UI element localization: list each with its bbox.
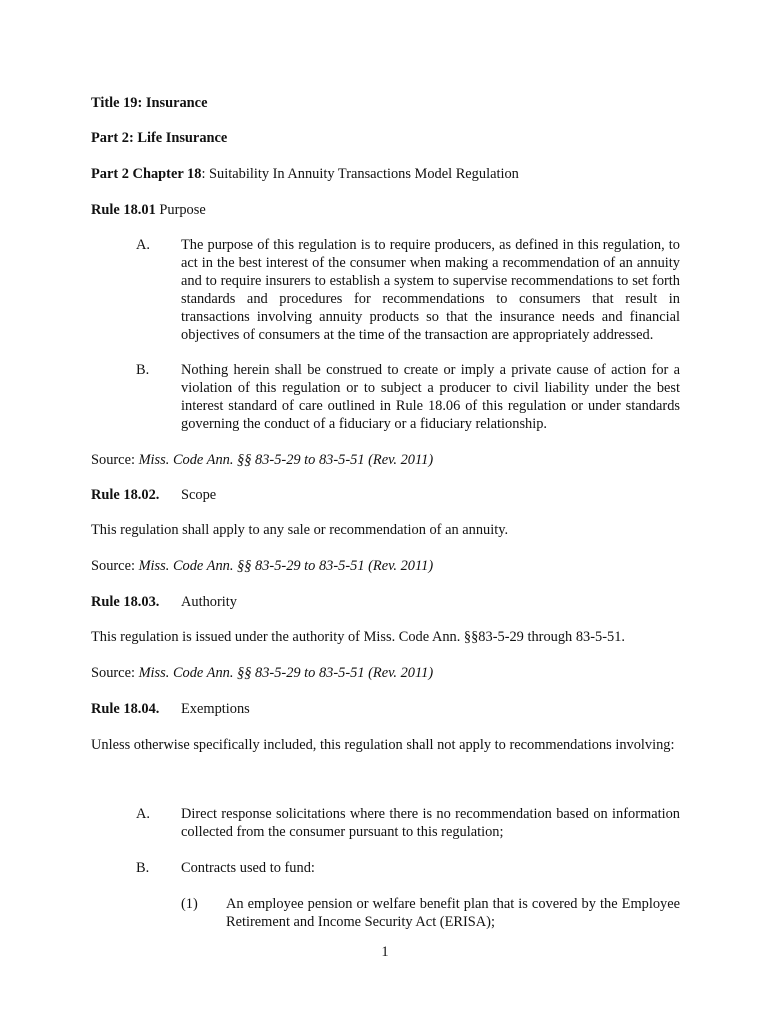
rule-1804-sub-1-marker: (1): [181, 896, 198, 912]
rule-1803-title: Authority: [181, 594, 237, 610]
rule-1801-heading: Rule 18.01 Purpose: [91, 202, 206, 218]
rule-1802-source: Source: Miss. Code Ann. §§ 83-5-29 to 83-5-51 (Rev. 2011): [91, 558, 434, 574]
chapter-heading: Part 2 Chapter 18: Suitability In Annuity Transactions Model Regulation: [91, 166, 519, 182]
rule-1804-sub-1-text: An employee pension or welfare benefit plan that is covered by the Employee Retirement and Income Security Act (ERISA);: [226, 896, 680, 930]
rule-1804-item-b-text: Contracts used to fund:: [181, 860, 315, 876]
rule-1803-body: This regulation is issued under the authority of Miss. Code Ann. §§83-5-29 through 83-5-51.: [91, 629, 625, 645]
rule-1802-title: Scope: [181, 487, 217, 503]
rule-1801-item-b-marker: B.: [136, 362, 150, 378]
rule-1803-heading: Rule 18.03.: [91, 594, 160, 610]
rule-1804-intro: Unless otherwise specifically included, this regulation shall not apply to recommendations involving:: [91, 737, 675, 753]
rule-1801-item-b-text: Nothing herein shall be construed to create or imply a private cause of action for a violation of this regulation or to subject a producer to civil liability under the best interest standard of care outlined in Rule 18.06 of this regulation or under standards governing the conduct of a fiduciary or a fiduciary relationship.: [181, 362, 680, 432]
rule-1804-item-b-marker: B.: [136, 860, 150, 876]
rule-1804-title: Exemptions: [181, 701, 250, 717]
rule-1802-heading: Rule 18.02.: [91, 487, 160, 503]
rule-1804-heading: Rule 18.04.: [91, 701, 160, 717]
rule-1802-body: This regulation shall apply to any sale or recommendation of an annuity.: [91, 522, 509, 538]
rule-1804-item-a-text: Direct response solicitations where there is no recommendation based on information collected from the consumer pursuant to this regulation;: [181, 806, 680, 840]
rule-1803-source: Source: Miss. Code Ann. §§ 83-5-29 to 83-5-51 (Rev. 2011): [91, 665, 434, 681]
rule-1801-source: Source: Miss. Code Ann. §§ 83-5-29 to 83-5-51 (Rev. 2011): [91, 452, 434, 468]
part-heading: Part 2: Life Insurance: [91, 130, 228, 146]
rule-1801-item-a-text: The purpose of this regulation is to require producers, as defined in this regulation, to act in the best interest of the consumer when making a recommendation of an annuity and to require insurers to establish a system to supervise recommendations to set forth standards and procedures for recommendations to consumers that result in transactions involving annuity products so that the insurance needs and financial objectives of consumers at the time of the transaction are appropriately addressed.: [181, 237, 680, 343]
rule-1804-item-a-marker: A.: [136, 806, 150, 822]
page-number: 1: [381, 944, 389, 960]
title-heading: Title 19: Insurance: [91, 95, 208, 111]
rule-1801-item-a-marker: A.: [136, 237, 150, 253]
